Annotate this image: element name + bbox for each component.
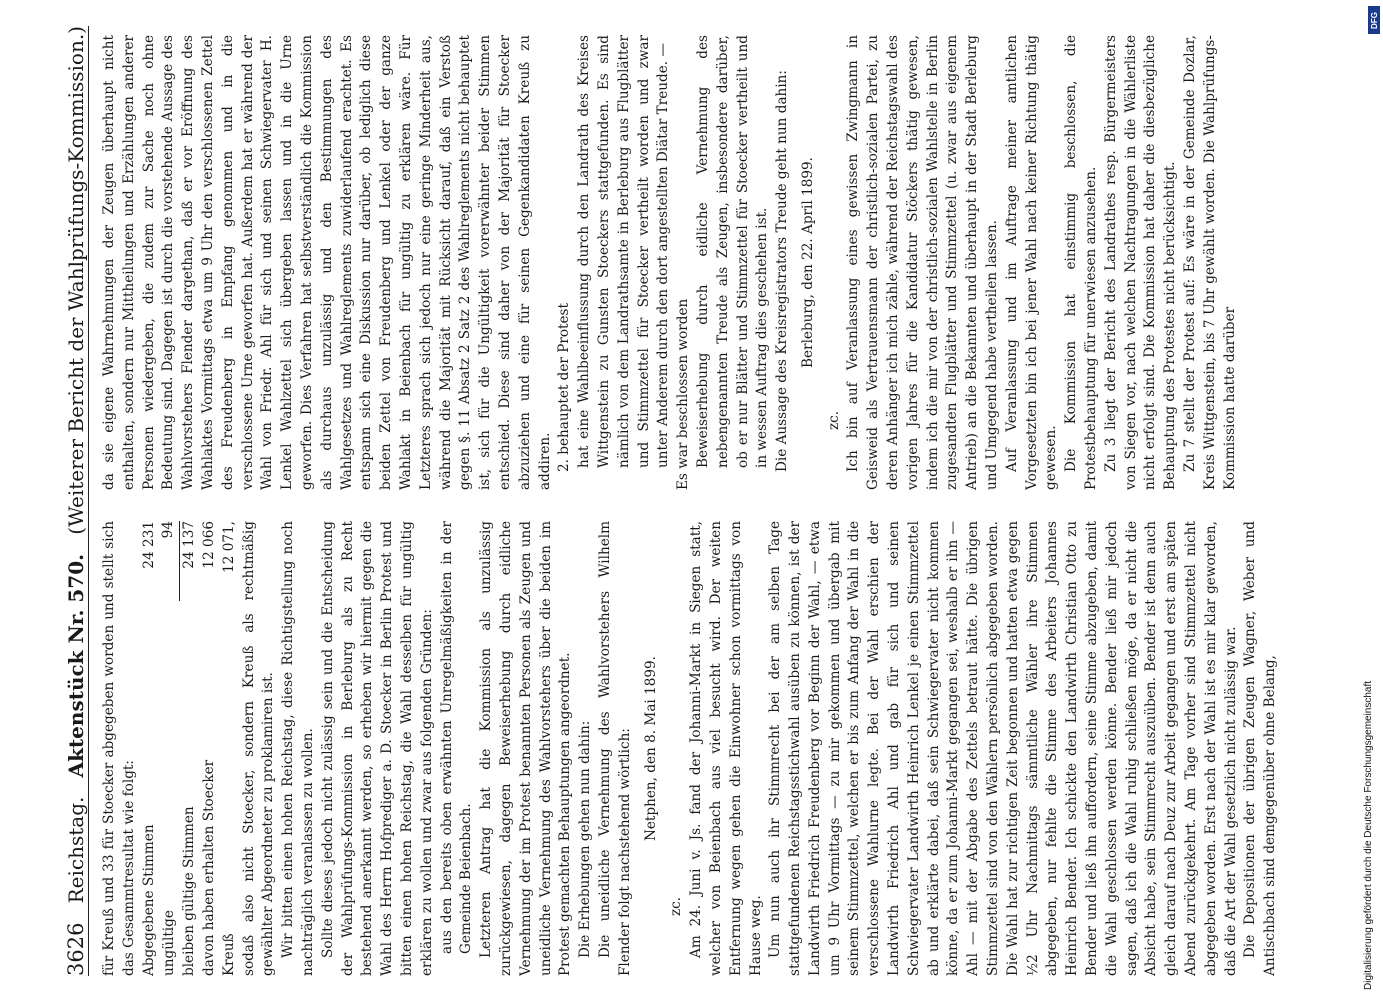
left-intro: für Kreuß und 33 für Stoecker abgegeben worden und stellt sich das Gesammtresultat wie folgt:: [101, 521, 137, 976]
right-paragraph-7: Ich bin auf Veranlassung eines gewissen Zwingmann in Geisweid als Vertrauensmann der christlich-sozialen Partei, zu deren Anhänger ich mich zähle, während der Reichstagswahl des vorigen Jahres für die Kandidatur Stöckers thätig gewesen, indem ich die mir von der christlich-sozialen Wahlstelle in Berlin zugesandten Flugblätter und Stimmzettel (u. zwar aus eigenem Antrieb) an die Bekannten und überhaupt in der Stadt Berleburg und Umgegend habe vertheilen lassen.: [845, 35, 1001, 490]
dfg-logo-text: DFG: [1369, 11, 1379, 29]
results-value: 24 137: [180, 521, 200, 601]
left-paragraph-4: aus den bereits oben erwähnten Unregelmäßigkeiten in der Gemeinde Beienbach.: [438, 521, 475, 954]
right-paragraph-5: Beweiserhebung durch eidliche Vernehmung des nebengenannten Treude als Zeugen, insbesondere darüber, ob er nur Blätter und Stimmzettel für Stoecker vertheilt und in wessen Auftrag dies geschehen ist.: [694, 35, 771, 468]
digitisation-note: Digitalisierung gefördert durch die Deutsche Forschungsgemeinschaft: [1363, 680, 1374, 990]
results-row: [180, 521, 200, 976]
left-paragraph-3: Sollte dieses jedoch nicht zulässig sein und die Entscheidung der Wahlprüfungs-Kommission in Berleburg als zu Recht bestehend anerkannt werden, so erheben wir hiermit gegen die Wahl des Herrn Hofprediger a. D. Stoecker in Berlin Protest und bitten einen hohen Reichstag, die Wahl desselben für ungültig erklären zu wollen und zwar aus folgenden Gründen:: [319, 521, 435, 976]
results-value: 94: [160, 521, 177, 539]
right-paragraph-8: Auf Veranlassung und im Auftrage meiner amtlichen Vorgesetzten bin ich bei jener Wahl nach keiner Richtung thätig gewesen.: [1003, 35, 1060, 490]
running-title-left: Reichstag.: [64, 796, 88, 904]
results-label: Kreuß: [220, 933, 237, 976]
results-row: [200, 521, 220, 976]
left-paragraph-7: Die uneidliche Vernehmung des Wahlvorstehers Wilhelm Flender folgt nachstehend wörtlich:: [596, 521, 633, 976]
results-value: 12 071,: [220, 521, 237, 573]
results-label: bleiben gültige Stimmen: [180, 806, 197, 976]
results-row: [159, 521, 179, 976]
page-header: [58, 26, 89, 976]
right-etc: zc.: [825, 410, 842, 430]
document-label: [64, 554, 88, 778]
results-label: Abgegebene Stimmen: [140, 824, 157, 976]
left-place-date: Netphen, den 8. Mai 1899.: [642, 655, 659, 842]
left-paragraph-1: sodaß also nicht Stoecker, sondern Kreuß als rechtmäßig gewählter Abgeordneter zu proklamiren ist.: [240, 521, 277, 976]
left-paragraph-6: Die Erhebungen gehen nun dahin:: [577, 720, 594, 958]
right-paragraph-6: Die Aussage des Kreisregistrators Treude geht nun dahin:: [774, 70, 791, 472]
results-value: 12 066: [200, 521, 217, 569]
left-paragraph-9: Um nun auch ihr Stimmrecht bei der am selben Tage stattgefundenen Reichstagsstichwahl ausüben zu können, ist der Landwirth Friedrich Freudenberg vor Beginn der Wahl, — etwa um 9 Uhr Vormittags — zu mir gekommen und übergab mit seinem Stimmzettel, welchen er bis zum Anfang der Wahl in die verschlossene Wahlurne legte. Bei der Wahl erschien der Landwirth Friedrich Ahl und gab für sich und seinen Schwiegervater Landwirth Heinrich Lenkel je einen Stimmzettel ab und erklärte dabei, daß sein Schwiegervater nicht kommen könne, da er zum Johanni-Markt gegangen sei, weshalb er ihn — Ahl — mit der Abgabe des Zettels betraut hätte. Die übrigen Stimmzettel sind von den Wählern persönlich abgegeben worden. Die Wahl hat zur richtigen Zeit begonnen und hatten etwa gegen ½2 Uhr Nachmittags sämmtliche Wähler ihre Stimmen abgegeben, nur fehlte die Stimme des Arbeiters Johannes Heinrich Bender. Ich schickte den Landwirth Christian Otto zu Bender und ließ ihn auffordern, seine Stimme abzugeben, damit die Wahl geschlossen werden könne. Bender ließ mir jedoch sagen, daß ich die Wahl ruhig schließen möge, da er nicht die Absicht habe, sein Stimmrecht auszuüben. Bender ist denn auch gleich darauf nach Deuz zur Arbeit gegangen und erst am späten Abend zurückgekehrt. Am Tage vorher sind Stimmzettel nicht abgegeben worden. Erst nach der Wahl ist es mir klar geworden, daß die Art der Wahl gesetzlich nicht zulässig war.: [767, 521, 1239, 976]
running-title-right: (Weiterer Bericht der Wahlprüfungs-Kommission.): [64, 26, 88, 535]
page-number: 3626: [64, 922, 88, 976]
right-paragraph-10: Zu 3 liegt der Bericht des Landrathes resp. Bürgermeisters von Siegen vor, nach welchen Nachtragungen in die Wählerliste nicht erfolgt sind. Die Kommission hat daher die diesbezügliche Behauptung des Protestes nicht berücksichtigt.: [1102, 35, 1179, 490]
left-paragraph-10: Die Depositionen der übrigen Zeugen Wagner, Weber und Antischbach sind demgegenüber ohne Belang,: [1242, 521, 1279, 976]
right-paragraph-1: da sie eigene Wahrnehmungen der Zeugen überhaupt nicht enthalten, sondern nur Mittheilungen und Erzählungen anderer Personen wiedergeben, die zudem zur Sache noch ohne Bedeutung sind. Dagegen ist durch die vorstehende Aussage des Wahlvorstehers Flender dargethan, daß er vor Eröffnung des Wahlaktes Vormittags etwa um 9 Uhr den verschlossenen Zettel des Freudenberg in Empfang genommen und in die verschlossene Urne geworfen hat. Außerdem hat er während der Wahl von Friedr. Ahl für sich und seinen Schwiegervater H. Lenkel Wahlzettel sich übergeben lassen und in die Urne geworfen. Dies Verfahren hat selbstverständlich die Kommission als durchaus unzulässig und den Bestimmungen des Wahlgesetzes und Wahlreglements zuwiderlaufend erachtet. Es entspann sich eine Diskussion nur darüber, ob lediglich diese beiden Zettel von Freudenberg und Lenkel oder der ganze Wahlakt in Beienbach für ungültig zu erklären wäre. Für Letzteres sprach sich jedoch nur eine geringe Minderheit aus, während die Majorität mit Rücksicht darauf, daß ein Verstoß gegen §. 11 Absatz 2 Satz 2 des Wahlreglements nicht behauptet ist, sich für die Ungültigkeit vorerwähnter beider Stimmen entschied. Diese sind daher von der Majorität für Stoecker abzuziehen und eine für seinen Gegenkandidaten Kreuß zu addiren.: [101, 35, 553, 490]
results-row: [140, 521, 160, 976]
left-etc: zc.: [668, 896, 685, 916]
right-place-date: Berleburg, den 22. April 1899.: [799, 157, 816, 368]
results-label: ungültige: [160, 910, 177, 976]
left-paragraph-8: Am 24. Juni v. Js. fand der Johanni-Markt in Siegen statt, welcher von Beienbach aus viel besucht wird. Der weiten Entfernung wegen gehen die Einwohner schon vormittags von Hause weg.: [688, 521, 764, 976]
right-paragraph-11: Zu 7 stellt der Protest auf: Es wäre in der Gemeinde Dozlar, Kreis Wittgenstein, bis 7 Uhr gewählt worden. Die Wahlprüfungs-Kommission hatte darüber: [1182, 35, 1238, 490]
right-paragraph-2: 2. behauptet der Protest: [556, 303, 573, 472]
results-value: 24 231: [140, 521, 157, 569]
right-column: [100, 35, 1280, 490]
left-paragraph-5: Letzteren Antrag hat die Kommission als unzulässig zurückgewiesen, dagegen Beweiserhebung durch eidliche Vernehmung der im Protest benannten Personen als Zeugen und uneidliche Vernehmung des Wahlvorstehers über die beiden im Protest gemachten Behauptungen angeordnet.: [478, 521, 574, 976]
results-table: [140, 521, 240, 976]
right-paragraph-9: Die Kommission hat einstimmig beschlossen, die Protestbehauptung für unerwiesen anzusehen.: [1063, 35, 1100, 490]
left-paragraph-2: Wir bitten einen hohen Reichstag, diese Richtigstellung noch nachträglich veranlassen zu wollen.: [280, 521, 316, 976]
results-row: [220, 521, 240, 976]
right-paragraph-4: Es war beschlossen worden: [675, 298, 692, 490]
right-paragraph-3: hat eine Wahlbeeinflussung durch den Landrath des Kreises Wittgenstein zu Gunsten Stoeckers stattgefunden. Es sind nämlich von dem Landrathsamte in Berleburg aus Flugblätter und Stimmzettel für Stoecker vertheilt worden und zwar unter Anderem durch den dort angestellten Diätar Treude. —: [576, 35, 672, 468]
left-column: [100, 521, 1280, 976]
results-label: davon haben erhalten Stoecker: [200, 759, 217, 976]
document-label-text: Aktenstück Nr. 570.: [64, 553, 88, 778]
